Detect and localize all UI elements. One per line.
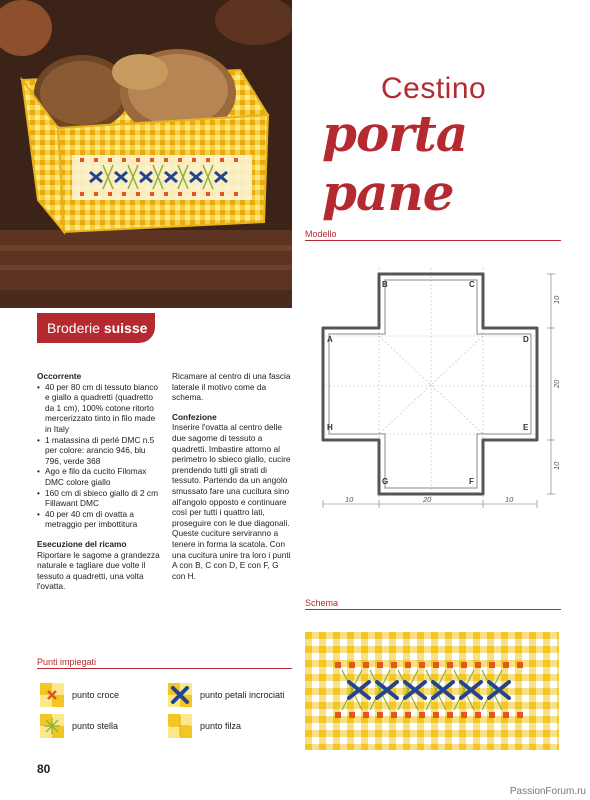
corner-a: A	[327, 335, 333, 344]
basket-photo	[0, 0, 292, 308]
corner-h: H	[327, 423, 333, 432]
stitch-label: punto petali incrociati	[200, 690, 285, 700]
corner-e: E	[523, 423, 529, 432]
running-stitch-icon	[168, 714, 192, 738]
corner-d: D	[523, 335, 529, 344]
list-item: • 160 cm di sbieco giallo di 2 cm Fillawant DMC	[45, 488, 162, 509]
heading-esecuzione: Esecuzione del ricamo	[37, 538, 127, 549]
section-punti: Punti impiegati	[37, 657, 97, 667]
list-item: • 1 matassina di perlé DMC n.5 per colore: arancio 946, blu 796, verde 368	[45, 435, 162, 467]
stitch-cross	[40, 683, 119, 707]
watermark: PassionForum.ru	[509, 786, 586, 797]
dim-bottom-2: 20	[423, 495, 432, 504]
badge-bold: suisse	[103, 320, 148, 336]
divider	[305, 609, 561, 610]
embroidery-schema	[305, 632, 559, 750]
divider	[305, 240, 561, 241]
esecuzione-text: Riportare le sagome a grandezza naturale e tagliare due volte il tessuto a quadretti, una volta l'ovatta.	[37, 549, 160, 592]
materials-list	[37, 382, 162, 530]
materials-column	[37, 371, 162, 592]
divider	[37, 668, 292, 669]
stitch-label: punto croce	[72, 690, 120, 700]
page-number: 80	[37, 762, 51, 776]
star-stitch-icon	[40, 714, 64, 738]
list-item: • Ago e filo da cucito Filomax DMC colore giallo	[45, 466, 162, 487]
dim-bottom-3: 10	[505, 495, 514, 504]
stitch-label: punto stella	[72, 721, 119, 731]
dim-right-3: 10	[552, 461, 561, 470]
category-badge	[37, 313, 155, 343]
corner-b: B	[382, 280, 388, 289]
heading-occorrente: Occorrente	[37, 371, 82, 381]
cross-stitch-icon	[40, 683, 64, 707]
title-line2: porta pane	[322, 104, 468, 222]
badge-prefix: Broderie	[47, 320, 104, 336]
corner-c: C	[469, 280, 475, 289]
list-item: • 40 per 40 cm di ovatta a metraggio per imbottitura	[45, 509, 162, 530]
stitch-filza	[168, 714, 241, 738]
section-schema: Schema	[305, 598, 339, 608]
dim-bottom-1: 10	[345, 495, 354, 504]
pattern-diagram	[305, 248, 567, 520]
stitch-petali	[168, 683, 285, 707]
confezione-text: Inserire l'ovatta al centro delle due sagome di tessuto a quadretti. Imbastire attorno al perimetro lo sbieco giallo, cucire prendendo tutti gli strati di tessuto. Partendo da un angolo smussato fare una cucitura sino all'angolo opposto e continuare così per tutti i quattro lati, proseguire con le due diagonali. Queste cuciture serviranno a tenere in forma la scatola. Con una cucitura unire tra loro i punti A con B, C con D, E con F, G con H.	[172, 422, 291, 581]
dim-right-1: 10	[552, 295, 561, 304]
stitch-star	[40, 714, 118, 738]
crossed-petals-icon	[168, 683, 192, 707]
dim-right-2: 20	[552, 379, 561, 388]
corner-g: G	[382, 477, 389, 486]
instructions-column	[172, 371, 292, 581]
heading-confezione: Confezione	[172, 411, 217, 422]
section-modello: Modello	[305, 229, 337, 239]
intro-text: Ricamare al centro di una fascia laterale il motivo come da schema.	[172, 371, 291, 403]
stitch-label: punto filza	[200, 721, 242, 731]
corner-f: F	[469, 477, 474, 486]
list-item: • 40 per 80 cm di tessuto bianco e giallo a quadretti (quadretto da 1 cm), 100% cotone ritorto mercerizzato tinto in filo made in Italy	[45, 382, 162, 435]
title-line1: Cestino	[381, 72, 487, 105]
